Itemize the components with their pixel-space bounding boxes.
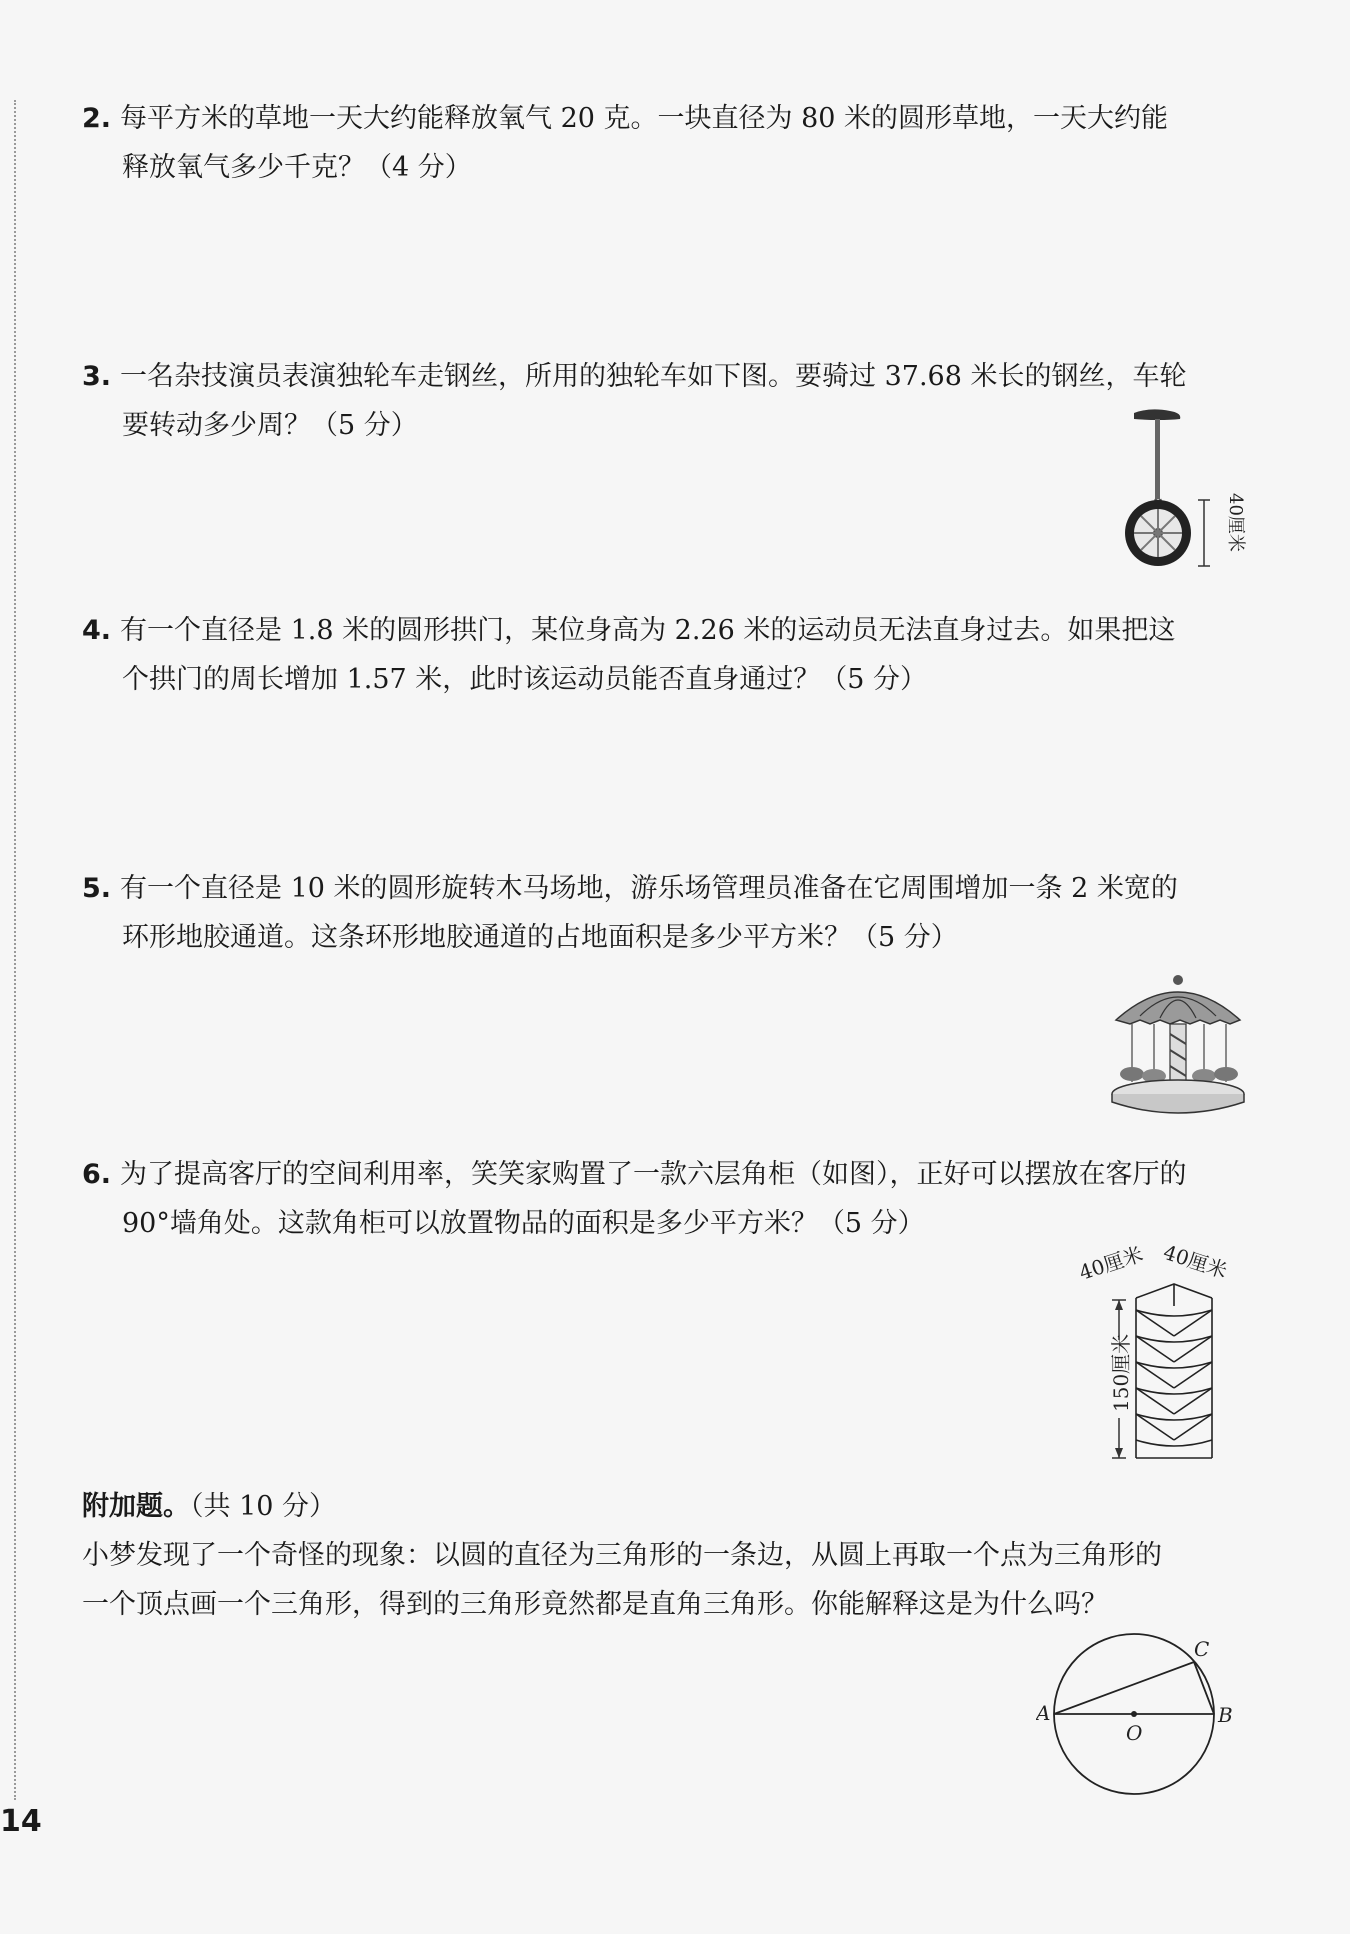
unicycle-dimension-label: 40厘米 — [1225, 493, 1246, 552]
point-b-label: B — [1218, 1703, 1233, 1727]
question-number: 5. — [82, 873, 112, 904]
question-number: 3. — [82, 361, 112, 392]
bonus-text-line1: 小梦发现了一个奇怪的现象：以圆的直径为三角形的一条边，从圆上再取一个点为三角形的 — [82, 1540, 1162, 1571]
page-number: 14 — [0, 1804, 42, 1839]
bonus-points: （共 10 分） — [190, 1491, 337, 1522]
corner-cabinet-figure — [1070, 1240, 1250, 1465]
question-number: 2. — [82, 103, 112, 134]
question-6 — [82, 1150, 1242, 1248]
cabinet-width-right-label: 40厘米 — [1160, 1240, 1231, 1283]
point-c-label: C — [1194, 1637, 1210, 1661]
question-number: 6. — [82, 1159, 112, 1190]
question-text-line1: 为了提高客厅的空间利用率，笑笑家购置了一款六层角柜（如图），正好可以摆放在客厅的 — [120, 1159, 1187, 1190]
question-text-line2: 个拱门的周长增加 1.57 米，此时该运动员能否直身通过？（5 分） — [122, 664, 928, 695]
question-4 — [82, 606, 1242, 704]
question-2 — [82, 94, 1242, 192]
question-number: 4. — [82, 615, 112, 646]
question-text-line1: 每平方米的草地一天大约能释放氧气 20 克。一块直径为 80 米的圆形草地，一天大约能 — [120, 103, 1169, 134]
binding-margin-line — [14, 100, 16, 1800]
cabinet-width-left-label: 40厘米 — [1076, 1241, 1146, 1285]
question-5 — [82, 864, 1242, 962]
question-text-line1: 有一个直径是 10 米的圆形旋转木马场地，游乐场管理员准备在它周围增加一条 2 米宽的 — [120, 873, 1178, 904]
bonus-title: 附加题。 — [82, 1491, 190, 1522]
cabinet-height-label: 150厘米 — [1109, 1333, 1133, 1412]
center-o-label: O — [1126, 1721, 1143, 1745]
unicycle-figure — [1120, 405, 1250, 575]
circle-triangle-figure — [1036, 1632, 1236, 1802]
bonus-question — [82, 1482, 1252, 1629]
question-text-line2: 释放氧气多少千克？（4 分） — [122, 152, 472, 183]
question-text-line1: 一名杂技演员表演独轮车走钢丝，所用的独轮车如下图。要骑过 37.68 米长的钢丝，车轮 — [120, 361, 1187, 392]
question-text-line2: 环形地胶通道。这条环形地胶通道的占地面积是多少平方米？（5 分） — [122, 922, 958, 953]
question-text-line2: 要转动多少周？（5 分） — [122, 410, 418, 441]
point-a-label: A — [1036, 1701, 1051, 1725]
question-text-line2: 90°墙角处。这款角柜可以放置物品的面积是多少平方米？（5 分） — [122, 1208, 925, 1239]
question-3 — [82, 352, 1242, 450]
carousel-figure — [1110, 970, 1250, 1120]
bonus-text-line2: 一个顶点画一个三角形，得到的三角形竟然都是直角三角形。你能解释这是为什么吗？ — [82, 1589, 1108, 1620]
question-text-line1: 有一个直径是 1.8 米的圆形拱门，某位身高为 2.26 米的运动员无法直身过去。如果把这 — [120, 615, 1176, 646]
